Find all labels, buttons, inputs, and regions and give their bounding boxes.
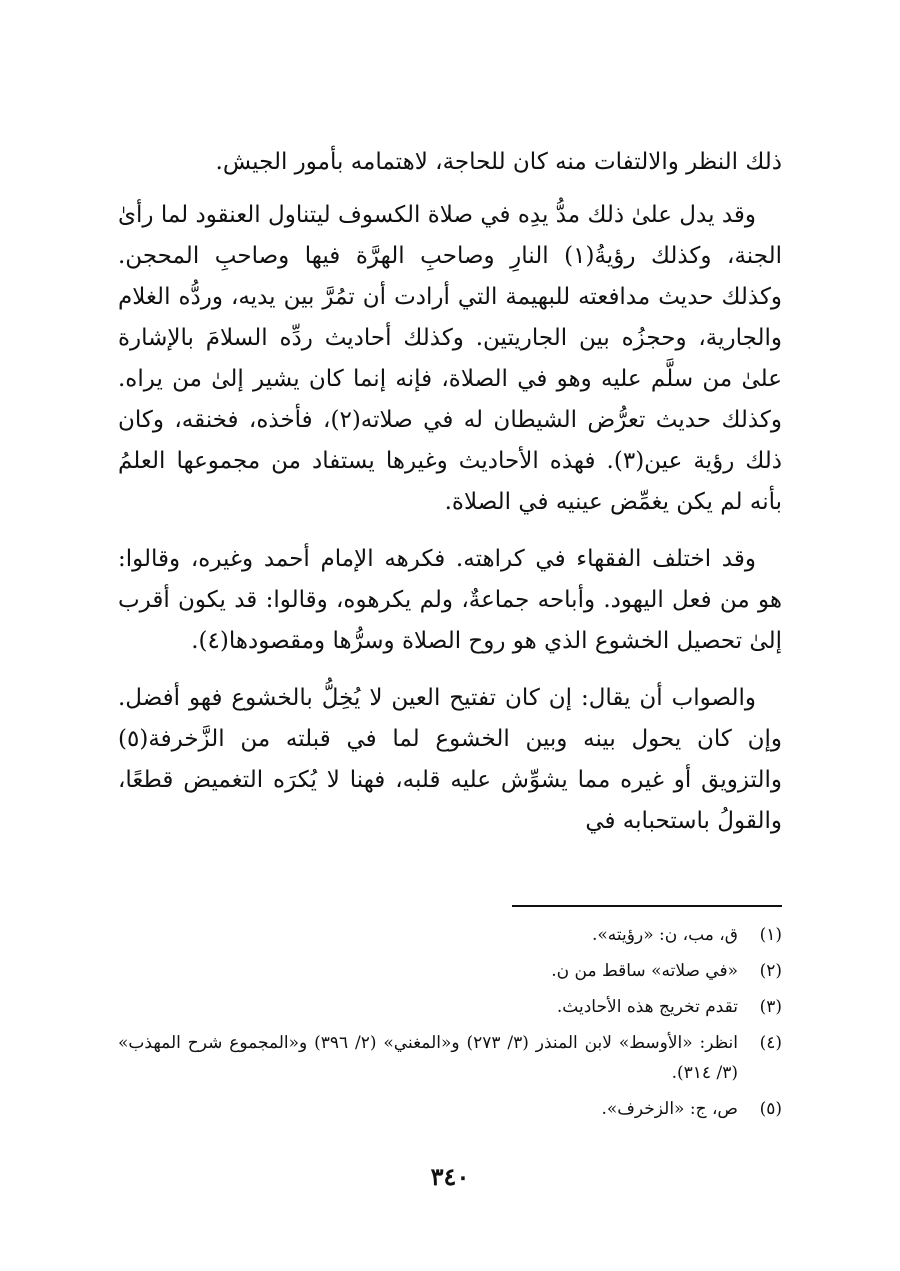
footnote-number: (٢) — [759, 961, 782, 981]
footnote — [118, 992, 782, 1022]
footnote-number: (٤) — [759, 1033, 782, 1053]
page-number: ٣٤٠ — [430, 1162, 470, 1191]
footnote-text: تقدم تخريج هذه الأحاديث. — [556, 997, 738, 1017]
footnotes — [118, 920, 782, 1130]
footnote-number: (٥) — [759, 1099, 782, 1119]
footnote-number: (٣) — [759, 997, 782, 1017]
footnote-text: ص، ج: «الزخرف». — [601, 1099, 738, 1119]
main-text — [118, 142, 782, 858]
footnote — [118, 956, 782, 986]
footnote — [118, 920, 782, 950]
footnote-number: (١) — [759, 925, 782, 945]
footnote-divider — [512, 905, 782, 907]
paragraph: وقد اختلف الفقهاء في كراهته. فكرهه الإمام أحمد وغيره، وقالوا: هو من فعل اليهود. وأباحه جماعةٌ، ولم يكرهوه، وقالوا: قد يكون أقرب إلىٰ تحصيل الخشوع الذي هو روح الصلاة وسرُّها ومقصودها(٤). — [118, 546, 782, 654]
footnote — [118, 1094, 782, 1124]
paragraph: وقد يدل علىٰ ذلك مدُّ يدِه في صلاة الكسوف ليتناول العنقود لما رأىٰ الجنة، وكذلك رؤيةُ(١) النارِ وصاحبِ الهرَّة فيها وصاحبِ المحجن. وكذلك حديث مدافعته للبهيمة التي أرادت أن تمُرَّ بين يديه، وردُّه الغلام والجارية، وحجزُه بين الجاريتين. وكذلك أحاديث ردِّه السلامَ بالإشارة علىٰ من سلَّم عليه وهو في الصلاة، فإنه إنما كان يشير إلىٰ من يراه. وكذلك حديث تعرُّض الشيطان له في صلاته(٢)، فأخذه، فخنقه، وكان ذلك رؤية عين(٣). فهذه الأحاديث وغيرها يستفاد من مجموعها العلمُ بأنه لم يكن يغمِّض عينيه في الصلاة. — [118, 202, 782, 515]
footnote-text: ق، مب، ن: «رؤيته». — [592, 925, 738, 945]
footnote — [118, 1028, 782, 1088]
footnote-text: انظر: «الأوسط» لابن المنذر (٣/ ٢٧٣) و«المغني» (٢/ ٣٩٦) و«المجموع شرح المهذب» (٣/ ٣١٤). — [118, 1033, 738, 1083]
paragraph: ذلك النظر والالتفات منه كان للحاجة، لاهتمامه بأمور الجيش. — [215, 149, 782, 175]
paragraph: والصواب أن يقال: إن كان تفتيح العين لا يُخِلُّ بالخشوع فهو أفضل. وإن كان يحول بينه وبين الخشوع لما في قبلته من الزَّخرفة(٥) والتزويق أو غيره مما يشوِّش عليه قلبه، فهنا لا يُكرَه التغميض قطعًا، والقولُ باستحبابه في — [118, 685, 782, 834]
footnote-text: «في صلاته» ساقط من ن. — [551, 961, 738, 981]
